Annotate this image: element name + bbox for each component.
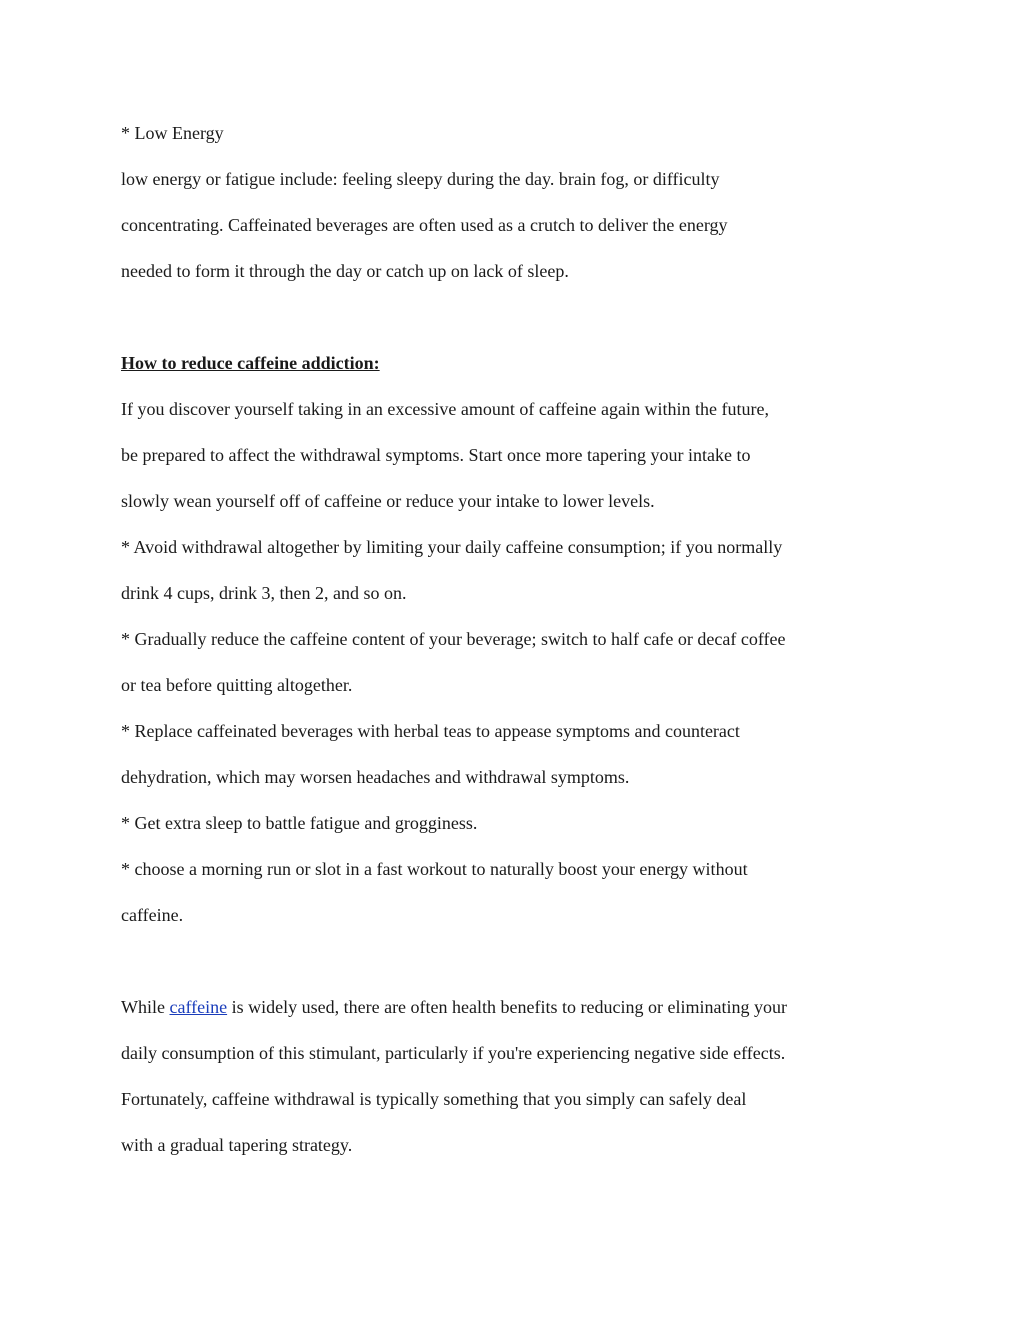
paragraph-gap — [121, 947, 921, 993]
conclusion-first-line — [121, 993, 921, 1039]
conclusion-line: Fortunately, caffeine withdrawal is typically something that you simply can safely deal — [121, 1089, 747, 1109]
paragraph-gap — [121, 303, 921, 349]
caffeine-link[interactable]: caffeine — [169, 997, 228, 1017]
reduce-intro-line: slowly wean yourself off of caffeine or reduce your intake to lower levels. — [121, 491, 655, 511]
tip-line: * choose a morning run or slot in a fast workout to naturally boost your energy without — [121, 859, 748, 879]
conclusion-prefix: While — [121, 997, 170, 1017]
tip-line: drink 4 cups, drink 3, then 2, and so on. — [121, 583, 407, 603]
low-energy-title: * Low Energy — [121, 123, 224, 143]
conclusion-suffix: is widely used, there are often health benefits to reducing or eliminating your — [227, 997, 787, 1017]
tip-line: * Avoid withdrawal altogether by limiting your daily caffeine consumption; if you normally — [121, 537, 783, 557]
low-energy-line: concentrating. Caffeinated beverages are often used as a crutch to deliver the energy — [121, 215, 728, 235]
low-energy-line: low energy or fatigue include: feeling sleepy during the day. brain fog, or difficulty — [121, 169, 720, 189]
tip-line: * Get extra sleep to battle fatigue and grogginess. — [121, 813, 478, 833]
tip-line: dehydration, which may worsen headaches and withdrawal symptoms. — [121, 767, 630, 787]
document-body — [121, 119, 921, 1177]
conclusion-line: with a gradual tapering strategy. — [121, 1135, 353, 1155]
reduce-heading-row — [121, 349, 921, 395]
conclusion-line: daily consumption of this stimulant, particularly if you're experiencing negative side effects. — [121, 1043, 786, 1063]
tip-line: caffeine. — [121, 905, 184, 925]
reduce-intro-line: If you discover yourself taking in an excessive amount of caffeine again within the future, — [121, 399, 769, 419]
tip-line: or tea before quitting altogether. — [121, 675, 353, 695]
reduce-heading: How to reduce caffeine addiction: — [121, 353, 380, 373]
reduce-intro-line: be prepared to affect the withdrawal symptoms. Start once more tapering your intake to — [121, 445, 751, 465]
tip-line: * Gradually reduce the caffeine content of your beverage; switch to half cafe or decaf coffee — [121, 629, 786, 649]
tip-line: * Replace caffeinated beverages with herbal teas to appease symptoms and counteract — [121, 721, 740, 741]
low-energy-line: needed to form it through the day or catch up on lack of sleep. — [121, 261, 569, 281]
